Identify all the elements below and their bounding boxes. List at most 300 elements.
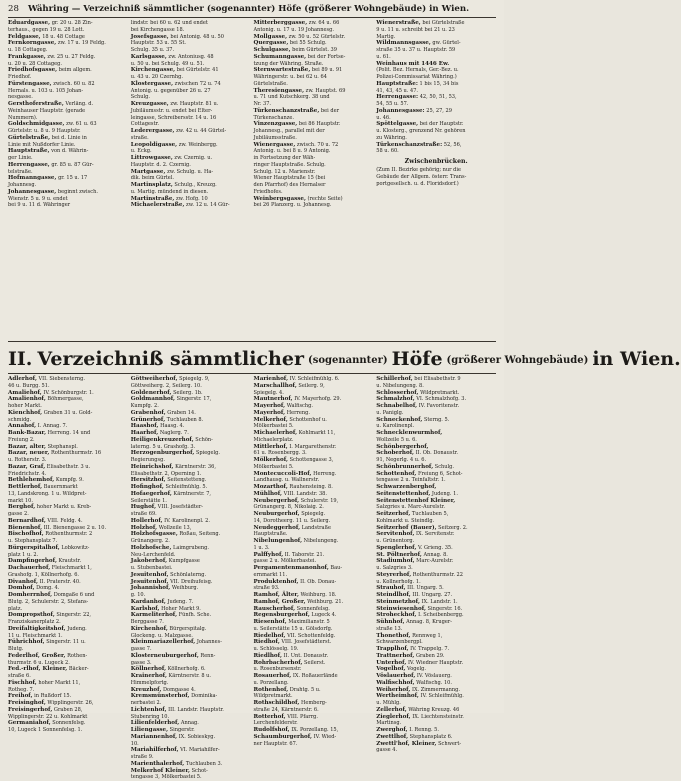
list-item: [254, 646, 374, 653]
entry-name: Annahof,: [8, 423, 37, 430]
list-item: [131, 754, 251, 761]
list-item: [376, 47, 496, 54]
entry-name: Zwettl'hof, Kleiner,: [376, 740, 437, 747]
list-item: [8, 437, 128, 444]
entry-location: VIII. Josefstädterst.: [281, 639, 332, 646]
entry-name: Bürgerspitalhof,: [8, 544, 60, 551]
entry-name: Hofinghof,: [130, 484, 164, 490]
list-item: [376, 545, 496, 552]
list-item: [131, 498, 251, 505]
entry-location: Sterng. 5.: [423, 416, 450, 423]
entry-location: VI. Schmalzhofg. 3.: [416, 396, 467, 403]
entry-name: Johannesgasse:: [376, 107, 425, 114]
entry-location: VII. Schottenfeldg.: [287, 632, 336, 639]
entry-location: u. Nibelungeng. 8.: [376, 382, 424, 389]
section-title-part2: (sogenannter): [307, 355, 388, 366]
entry-location: IV. Trappelg. 7.: [410, 646, 450, 652]
entry-location: Sonnenfelsg.: [52, 720, 86, 727]
entry-name: Eduardgasse,: [8, 20, 51, 26]
entry-location: bei Elisabethstr. 9: [414, 376, 461, 382]
list-item: [8, 148, 128, 155]
list-item: [376, 626, 496, 633]
entry-name: Rothschildhof,: [253, 700, 300, 706]
list-item: [131, 182, 251, 189]
list-item: [8, 383, 128, 390]
entry-name: Kirchenhof,: [130, 625, 168, 632]
entry-location: IV. Vöslauerg.: [416, 673, 452, 679]
entry-name: Schulgasse,: [253, 47, 291, 53]
list-item: [254, 693, 374, 700]
entry-name: Herrengasse,: [8, 161, 50, 168]
list-item: [131, 196, 251, 203]
entry-name: Schwarzenberghof,: [376, 484, 437, 490]
entry-name: Rotterhof,: [253, 713, 286, 720]
entry-name: Mollgasse,: [253, 33, 288, 40]
list-item: [254, 148, 374, 155]
list-item: [8, 34, 128, 41]
list-item: [131, 545, 251, 552]
list-item: [131, 202, 251, 209]
list-item: [376, 54, 496, 61]
entry-name: Feldgasse,: [8, 33, 41, 40]
entry-name: Berghof,: [8, 504, 36, 511]
entry-location: Singerstr. 11 u.: [46, 639, 86, 646]
entry-location: IV. Schleifmühlg. 6.: [289, 376, 340, 382]
entry-name: Walfischhof,: [376, 679, 415, 686]
street-column-4: [376, 20, 496, 338]
list-item: [376, 135, 496, 142]
courtyard-column-1: [8, 376, 128, 733]
entry-location: IV. Wiedner Hauptstr.: [407, 659, 464, 666]
entry-location: u. Stephansplatz 7.: [8, 538, 58, 544]
list-item: [254, 202, 374, 209]
entry-name: Neudeggerhof,: [253, 524, 301, 531]
list-item: [254, 61, 374, 68]
list-item: [8, 155, 128, 162]
list-item: [254, 471, 374, 478]
list-item: [8, 518, 128, 525]
entry-location: bei 55 Schulg.: [289, 40, 327, 47]
list-item: [376, 423, 496, 430]
entry-location: Judeng.: [67, 625, 87, 632]
entry-name: Bernardhof,: [8, 517, 46, 524]
entry-location: Cottagestr.: [130, 121, 160, 128]
entry-location: ringer Hauptstraße. Schulg.: [253, 161, 326, 168]
entry-location: Berggasse 7.: [130, 619, 164, 625]
entry-location: straße 6.: [8, 673, 31, 679]
entry-name: Bettlerhof,: [8, 484, 43, 490]
entry-location: hoher Markt 11,: [38, 679, 81, 686]
list-item: [254, 579, 374, 586]
list-item: [376, 101, 496, 108]
list-item: [131, 40, 251, 47]
list-item: [376, 34, 496, 41]
list-item: [8, 491, 128, 498]
list-item: [131, 88, 251, 95]
entry-name: Holzhofsche,: [130, 544, 172, 551]
list-item: [8, 687, 128, 694]
entry-location: Haasg. 4.: [160, 423, 185, 430]
list-item: [8, 545, 128, 552]
list-item: [131, 423, 251, 430]
list-item: [376, 592, 496, 599]
section-title-part4: (größerer Wohngebäude): [446, 355, 589, 366]
entry-location: straße.: [130, 134, 149, 141]
entry-location: zu Währing.: [376, 134, 407, 141]
list-item: [254, 714, 374, 721]
entry-location: bei Gürtelstr. 41: [176, 67, 219, 74]
entry-location: Lugeck 4.: [311, 612, 337, 619]
entry-location: Graben 14.: [167, 409, 196, 416]
entry-location: (rechte Seite): [307, 195, 343, 202]
list-item: [376, 484, 496, 491]
list-item: [376, 707, 496, 714]
list-item: [131, 606, 251, 613]
entry-location: Hemberg-: [300, 700, 327, 706]
entry-location: Bäcker-: [68, 666, 89, 673]
list-item: [8, 444, 128, 451]
list-item: [376, 181, 496, 188]
list-item: [376, 666, 496, 673]
entry-name: Marschallhof,: [253, 382, 297, 389]
list-item: [131, 128, 251, 135]
list-item: [131, 142, 251, 149]
entry-name: Bienenhof,: [8, 524, 43, 531]
list-item: [254, 162, 374, 169]
list-item: [254, 450, 374, 457]
list-item: [8, 47, 128, 54]
entry-name: Hofaegerhof,: [130, 490, 172, 497]
entry-name: Wienerstraße,: [376, 20, 421, 26]
list-item: [8, 599, 128, 606]
list-item: [376, 383, 496, 390]
list-item: [131, 619, 251, 626]
entry-name: Frankgasse,: [8, 53, 46, 60]
list-item: [131, 444, 251, 451]
entry-location: bei d. Linie in: [51, 134, 87, 141]
list-item: [376, 450, 496, 457]
entry-location: g. 10.: [130, 592, 146, 598]
list-item: [254, 592, 374, 599]
entry-name: Mayerhof,: [253, 403, 286, 409]
list-item: [8, 680, 128, 687]
list-item: [131, 94, 251, 101]
list-item: [131, 774, 251, 781]
list-item: [254, 444, 374, 451]
list-item: [8, 639, 128, 646]
entry-location: (Zum II. Bezirke gehörig; nur die: [376, 167, 462, 173]
entry-name: Schottenhof,: [376, 470, 417, 477]
entry-name: Mariannenhof,: [130, 733, 178, 740]
entry-name: Schönbrunnerhof,: [376, 463, 434, 470]
entry-location: u. 50 u. bei Schulg. 49 u. 51.: [130, 60, 205, 67]
list-item: [131, 741, 251, 748]
entry-name: Freisinghof,: [8, 700, 46, 706]
list-item: [131, 504, 251, 511]
list-item: [131, 108, 251, 115]
list-item: [254, 538, 374, 545]
list-item: [8, 390, 128, 397]
list-item: [131, 646, 251, 653]
list-item: [131, 101, 251, 108]
entry-name: Zellerhof,: [376, 706, 407, 713]
entry-location: Spiegelg.: [195, 450, 220, 457]
section-rule-top: [8, 341, 496, 342]
entry-location: Schulg. 35 u. 37.: [130, 47, 175, 53]
entry-location: leingasse, Schreibersstr. 14 u. 16: [130, 114, 217, 121]
entry-location: u. Klosterg., grenzend Nr. gehören: [376, 128, 466, 134]
street-column-3: [254, 20, 374, 338]
list-item: [8, 572, 128, 579]
list-item: [8, 175, 128, 182]
entry-location: zw. Antoniusg. 48: [168, 53, 214, 60]
entry-location: bei 26 Planzerg. u. Johannesg.: [253, 202, 332, 209]
list-item: [376, 531, 496, 538]
courtyard-column-4: [376, 376, 496, 754]
list-item: [376, 108, 496, 115]
entry-name: Schneckenhof,: [376, 416, 423, 423]
entry-name: Johannesgasse,: [8, 188, 57, 195]
entry-location: Stephanspl.: [47, 443, 78, 450]
list-item: [376, 88, 496, 95]
entry-name: Kleinmariazellerhof,: [130, 639, 196, 646]
entry-location: 10.: [130, 740, 139, 747]
entry-location: laterng. 5 u. Grashofg. 3.: [130, 443, 196, 450]
entry-location: VII. Dreihufeisg.: [170, 578, 213, 585]
entry-name: Jesuitenhof,: [130, 571, 169, 578]
list-item: [376, 714, 496, 721]
entry-name: Karlsgasse,: [130, 53, 167, 60]
list-item: [131, 27, 251, 34]
list-item: [376, 741, 496, 748]
entry-location: Martinsg.: [376, 720, 402, 727]
list-item: [254, 633, 374, 640]
entry-name: Seitzerhof (Bauer),: [376, 524, 437, 531]
entry-location: Friedhof.: [8, 74, 32, 80]
entry-location: Krautstr.: [58, 558, 82, 565]
entry-location: u. Kollnerhofg. 1.: [376, 578, 421, 585]
page-header: [8, 4, 496, 16]
entry-location: telstraße.: [8, 168, 33, 175]
list-item: [376, 599, 496, 606]
entry-location: Domgaße 6 und: [53, 592, 95, 598]
entry-location: Bauernmarkt: [43, 484, 78, 490]
list-item: [376, 720, 496, 727]
entry-name: Regensburgerhof,: [253, 612, 310, 619]
entry-location: straße 24, Kärntnerstr. 6.: [253, 706, 319, 713]
entry-location: 1 u. 3.: [253, 544, 270, 551]
entry-name: Klosterneuburgerhof,: [130, 652, 199, 659]
entry-location: 1 bis 15, 34 bis: [419, 80, 459, 87]
entry-location: Laimgrubeng.: [173, 544, 209, 551]
entry-location: Schulg., Kreuzg.: [174, 182, 217, 188]
list-item: [376, 430, 496, 437]
entry-name: Weinbergsgasse,: [253, 195, 306, 202]
list-item: [131, 720, 251, 727]
entry-location: u. Paniglg.: [376, 409, 404, 416]
list-item: [254, 585, 374, 592]
list-item: [131, 768, 251, 775]
list-item: [131, 525, 251, 532]
entry-location: II. Ob. Donaustr.: [415, 450, 459, 457]
list-item: [254, 47, 374, 54]
entry-location: VI. Mariahilfer-: [180, 747, 220, 754]
entry-name: Dampfingerhof,: [8, 558, 57, 565]
list-item: [131, 162, 251, 169]
entry-location: u. Karolinenpl.: [376, 423, 415, 430]
entry-name: Rohrbacherhof,: [253, 659, 303, 666]
entry-location: IV. Favoritenstr.: [418, 403, 460, 409]
entry-name: Friedhofsgasse,: [8, 67, 58, 74]
entry-location: zw. 61 u. 63: [66, 121, 97, 128]
list-item: [254, 108, 374, 115]
entry-location: bei 89 u. 91: [311, 67, 343, 74]
entry-location: Salzgries u. Marc-Aurelstr.: [376, 504, 445, 511]
entry-location: u. Stubenbastei.: [130, 565, 173, 571]
top-street-columns: [8, 20, 496, 338]
list-item: [376, 491, 496, 498]
entry-location: zw. 17 u. 19 Feldg.: [57, 40, 106, 47]
entry-name: Liliengasse,: [130, 727, 169, 733]
entry-name: Ramhof, Älter,: [253, 592, 299, 598]
entry-location: Stubenring 10.: [130, 713, 170, 720]
entry-location: VII. Siebensterng.: [38, 376, 86, 382]
list-item: [8, 135, 128, 142]
subheading: Zwischenbrücken.: [404, 158, 468, 165]
entry-location: I. Margarethenstr.: [289, 443, 337, 450]
list-item: [254, 477, 374, 484]
list-item: [131, 471, 251, 478]
entry-name: Dompropsthof,: [8, 612, 55, 619]
list-item: [376, 27, 496, 34]
entry-location: Nr. 37.: [253, 101, 272, 107]
entry-location: Rauhensteing. 8.: [289, 484, 333, 490]
list-item: [131, 700, 251, 707]
entry-location: terhaus., gegen 19 u. 28 Lott.: [8, 26, 85, 33]
entry-name: Melkerhof Kleiner,: [130, 767, 190, 774]
street-column-1: [8, 20, 128, 338]
entry-location: Tuchlauben 8.: [166, 416, 204, 423]
list-item: [131, 20, 251, 27]
entry-name: Kreuzgasse,: [130, 101, 169, 107]
entry-location: Domgasse 4.: [163, 686, 196, 693]
list-item: [254, 518, 374, 525]
entry-location: Landhausg. u. Wallnerstr.: [253, 477, 320, 484]
entry-name: Fed.-rlhof, Kleiner,: [8, 666, 68, 673]
list-item: [131, 155, 251, 162]
list-item: [254, 142, 374, 149]
entry-name: Göttweiherhof,: [130, 376, 178, 382]
list-item: [8, 653, 128, 660]
entry-location: Regierungsg.: [130, 457, 165, 463]
list-item: [8, 531, 128, 538]
entry-location: Grünangerg. 8, Nikolaig. 2.: [253, 504, 324, 511]
entry-location: Nummern).: [8, 114, 38, 121]
entry-location: Stephansplatz 6.: [409, 733, 453, 740]
entry-name: Schumanngasse,: [253, 53, 307, 60]
entry-name: Hersitzhof,: [130, 477, 166, 484]
entry-location: Rothenthurmstr. 16: [50, 450, 102, 457]
list-item: [254, 498, 374, 505]
entry-name: Servitenhof,: [376, 531, 415, 538]
list-item: [131, 727, 251, 734]
entry-location: Graben 29.: [415, 652, 445, 659]
entry-name: Wienergasse,: [253, 141, 296, 148]
entry-location: Freiung 6, Schot-: [417, 470, 463, 477]
entry-location: den Pfarrhof) des Hernalser: [253, 182, 326, 188]
list-item: [131, 115, 251, 122]
entry-name: Karlshof,: [130, 605, 160, 612]
list-item: [254, 639, 374, 646]
entry-location: Währingerstr. u. bei 62 u. 64: [253, 74, 327, 80]
entry-name: Fürstengasse,: [8, 80, 52, 87]
entry-location: Graben 28,: [53, 706, 83, 713]
list-item: [254, 182, 374, 189]
list-item: [8, 558, 128, 565]
list-item: [131, 403, 251, 410]
entry-location: zw. 25 u. 27 Feldg.: [47, 53, 96, 60]
list-item: [254, 40, 374, 47]
entry-location: u. Martig. mündend in diesen.: [130, 188, 209, 195]
list-item: [254, 54, 374, 61]
list-item: [376, 579, 496, 586]
entry-name: Domhof,: [8, 585, 35, 592]
list-item: [8, 430, 128, 437]
list-item: [254, 74, 374, 81]
entry-location: Kärntnerstr. 7,: [173, 490, 212, 497]
entry-name: Kreuzhof,: [130, 686, 162, 693]
entry-location: bei Kirchengasse 18.: [130, 26, 185, 33]
entry-location: Schulg.: [130, 94, 150, 101]
list-item: [376, 81, 496, 88]
list-item: [8, 67, 128, 74]
entry-location: u. Mühlg.: [376, 700, 401, 706]
entry-location: Wildpretmarkt.: [253, 693, 293, 700]
courtyard-column-3: [253, 376, 374, 747]
entry-name: Holzhofsgasse,: [130, 531, 178, 538]
entry-location: 18 u. 48 Cottage: [42, 33, 85, 40]
entry-name: Wertheimhof,: [376, 693, 419, 700]
list-item: [254, 430, 374, 437]
entry-location: Hauptstr. 53 u. 55 St.: [130, 40, 186, 47]
entry-location: Fleischmarkt 1,: [51, 565, 92, 571]
list-item: [376, 518, 496, 525]
list-item: [8, 196, 128, 203]
entry-name: Stroheckhof,: [376, 612, 417, 619]
entry-location: u. Schlösselg. 19.: [253, 646, 299, 652]
entry-location: Hoher Markt 9.: [161, 605, 201, 612]
entry-location: Elisabethstr. 3 u.: [46, 463, 91, 470]
list-item: [8, 720, 128, 727]
list-item: [8, 189, 128, 196]
entry-location: IV. Karolinenpl. 2.: [164, 517, 210, 524]
entry-name: Quergasse,: [253, 40, 289, 47]
list-item: [8, 410, 128, 417]
list-item: [376, 552, 496, 559]
entry-name: Vinzenzgasse,: [253, 121, 298, 128]
list-item: [8, 612, 128, 619]
list-item: [131, 552, 251, 559]
entry-location: 11 u. Fleischmarkt 1.: [8, 632, 63, 639]
courtyard-column-2: [130, 376, 251, 781]
entry-name: Kremsmünsterhof,: [130, 693, 190, 700]
list-item: [8, 727, 128, 734]
entry-name: Rauscherhof,: [253, 605, 296, 612]
running-title: Währing — Verzeichniß sämmtlicher (sogenannter) Höfe (größerer Wohngebäude) in Wien.: [27, 4, 470, 14]
section-title-part3: Höfe: [391, 348, 443, 370]
list-item: [376, 727, 496, 734]
list-item: [8, 464, 128, 471]
